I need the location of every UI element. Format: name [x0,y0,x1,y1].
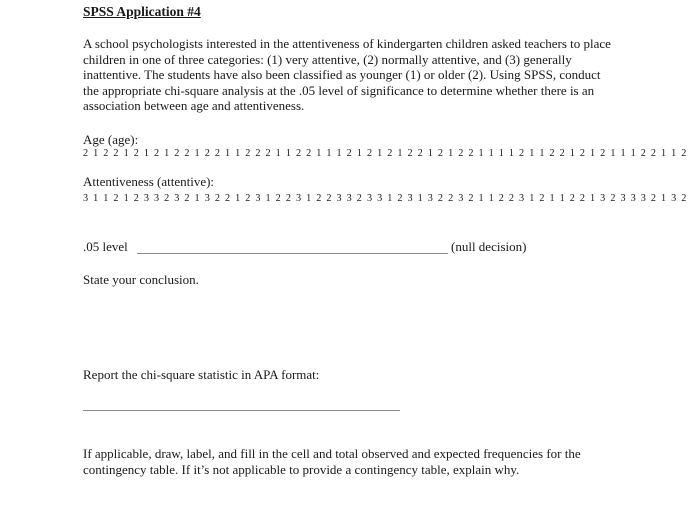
contingency-table-prompt: If applicable, draw, label, and fill in the cell and total observed and expected frequencies for the contingency table. If it’s not applicable to provide a contingency table, explain why. [83,446,581,477]
null-decision-blank[interactable] [137,253,448,254]
page-title: SPSS Application #4 [83,4,201,19]
conclusion-prompt: State your conclusion. [83,272,199,287]
attentiveness-label: Attentiveness (attentive): [83,174,215,189]
significance-level-label: .05 level [83,239,128,254]
intro-paragraph: A school psychologists interested in the attentiveness of kindergarten children asked teachers to place children in one of three categories: (1) very attentive, (2) normally attentive, and (3) generally inattentive. The students have also been classified as younger (1) or older (2). Using SPSS, conduct the appropriate chi-square analysis at the .05 level of significance to determine whether there is an association between age and attentiveness. [83,36,611,114]
apa-prompt: Report the chi-square statistic in APA format: [83,367,320,382]
attentiveness-values: 3 1 1 2 1 2 3 3 2 3 2 1 3 2 2 1 2 3 1 2 2 3 1 2 2 3 3 2 3 3 1 2 3 1 3 2 2 3 2 1 1 2 2 3 1 2 1 1 2 2 1 3 2 3 3 3 2 1 3 2 [83,193,688,204]
apa-answer-blank[interactable] [83,410,400,411]
null-decision-label: (null decision) [451,239,527,254]
age-label: Age (age): [83,132,139,147]
age-values: 2 1 2 2 1 2 1 2 1 2 2 1 2 2 1 1 2 2 2 1 1 2 2 1 1 1 2 1 2 1 2 1 2 2 1 2 1 2 2 1 1 1 1 2 1 1 2 2 1 2 1 2 1 1 1 2 2 1 1 2 [83,148,688,159]
